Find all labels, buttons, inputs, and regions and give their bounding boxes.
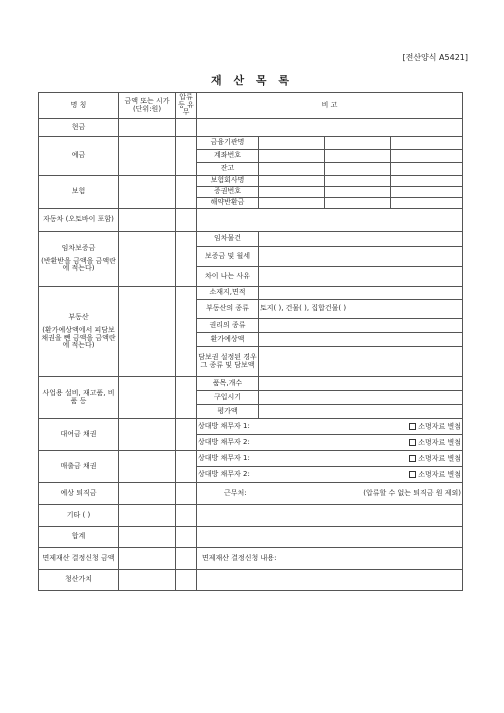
insurance-company-cell-3[interactable] [391,176,463,187]
insurance-company-label: 보험회사명 [197,176,259,187]
insurance-refund-label: 해약반환금 [197,198,259,209]
deposit-bank-cell-3[interactable] [391,137,463,150]
severance-label: 예상 퇴직금 [39,483,119,505]
loan-claims-debtor-1[interactable] [197,419,463,435]
sales-claims-row-1 [39,451,463,467]
liquidation-amount-cell[interactable] [119,570,176,591]
insurance-company-cell-1[interactable] [259,176,325,187]
sales-claims-debtor-1-label: 상대방 채무자 1: [198,453,250,462]
lease-seizure-cell[interactable] [176,232,197,287]
sales-claims-label: 매출금 채권 [39,451,119,483]
severance-note: (압류할 수 없는 퇴직금 원 제외) [363,488,461,497]
deposit-amount-cell[interactable] [119,137,176,176]
realestate-type-label: 부동산의 종류 [197,300,259,319]
loan-claims-row-1 [39,419,463,435]
exempt-content-label: 면제재산 결정신청 내용: [202,553,277,562]
loan-claims-debtor-2[interactable] [197,435,463,451]
lease-object-cell[interactable] [259,232,463,247]
liquidation-row [39,570,463,591]
other-seizure-cell[interactable] [176,505,197,527]
equipment-purchase-cell[interactable] [259,391,463,405]
cash-label: 현금 [39,119,119,137]
sales-claims-debtor-1[interactable] [197,451,463,467]
lease-deposit-cell[interactable] [259,247,463,267]
lease-deposit-label: 보증금 및 월세 [197,247,259,267]
insurance-company-cell-2[interactable] [325,176,391,187]
sales-claims-amount-cell[interactable] [119,451,176,483]
realestate-amount-cell[interactable] [119,287,176,377]
car-row [39,209,463,232]
realestate-estimate-cell[interactable] [259,333,463,347]
realestate-location-cell[interactable] [259,287,463,300]
equipment-items-label: 품목,개수 [197,377,259,391]
total-seizure-cell[interactable] [176,527,197,548]
loan-claims-attach-1[interactable]: 소명자료 별첨 [409,423,461,431]
deposit-account-cell-2[interactable] [325,150,391,163]
liquidation-remarks-cell[interactable] [197,570,463,591]
insurance-seizure-cell[interactable] [176,176,197,209]
lease-reason-cell[interactable] [259,267,463,287]
cash-row [39,119,463,137]
realestate-type-options[interactable]: 토지( ), 건물( ), 집합건물( ) [259,300,463,319]
realestate-label-note: (환가예상액에서 피담보채권을 뺀 금액을 금액란에 적는다) [41,326,116,349]
loan-claims-seizure-cell[interactable] [176,419,197,451]
header-seizure: 압류등 유무 [176,93,197,119]
lease-label-title: 임차보증금 [61,244,96,253]
checkbox-icon[interactable] [409,423,416,430]
car-remarks-cell[interactable] [197,209,463,232]
liquidation-label: 청산가치 [39,570,119,591]
exempt-row [39,548,463,570]
severance-seizure-cell[interactable] [176,483,197,505]
total-label: 합계 [39,527,119,548]
sales-claims-debtor-2[interactable] [197,467,463,483]
total-remarks-cell[interactable] [197,527,463,548]
form-code: [전산양식 A5421] [402,53,468,62]
deposit-bank-cell-2[interactable] [325,137,391,150]
cash-amount-cell[interactable] [119,119,176,137]
equipment-label: 사업용 설비, 재고품, 비품 등 [39,377,119,419]
realestate-collateral-cell[interactable] [259,347,463,377]
realestate-collateral-label: 담보권 설정된 경우 그 종류 및 담보액 [197,347,259,377]
loan-claims-label: 대여금 채권 [39,419,119,451]
checkbox-icon[interactable] [409,471,416,478]
lease-row-1 [39,232,463,247]
insurance-policy-label: 증권번호 [197,187,259,198]
realestate-right-cell[interactable] [259,319,463,333]
other-amount-cell[interactable] [119,505,176,527]
deposit-account-label: 계좌번호 [197,150,259,163]
exempt-content[interactable] [197,548,463,570]
realestate-seizure-cell[interactable] [176,287,197,377]
deposit-bank-cell-1[interactable] [259,137,325,150]
severance-remarks[interactable] [197,483,463,505]
loan-claims-debtor-2-label: 상대방 채무자 2: [198,437,250,446]
realestate-label [39,287,119,377]
equipment-value-cell[interactable] [259,405,463,419]
lease-object-label: 임차물건 [197,232,259,247]
sales-claims-attach-1[interactable]: 소명자료 별첨 [409,455,461,463]
insurance-amount-cell[interactable] [119,176,176,209]
total-row [39,527,463,548]
deposit-balance-cell-2[interactable] [325,163,391,176]
lease-label [39,232,119,287]
car-amount-cell[interactable] [119,209,176,232]
insurance-refund-cell-2[interactable] [325,198,391,209]
other-row [39,505,463,527]
equipment-seizure-cell[interactable] [176,377,197,419]
deposit-row-1 [39,137,463,150]
other-label: 기타 ( ) [39,505,119,527]
car-seizure-cell[interactable] [176,209,197,232]
deposit-account-cell-1[interactable] [259,150,325,163]
lease-reason-label: 차이 나는 사유 [197,267,259,287]
loan-claims-amount-cell[interactable] [119,419,176,451]
deposit-bank-label: 금융기관명 [197,137,259,150]
checkbox-icon[interactable] [409,455,416,462]
exempt-seizure-cell[interactable] [176,548,197,570]
lease-amount-cell[interactable] [119,232,176,287]
severance-workplace-label: 근무처: [224,488,247,497]
deposit-balance-cell-1[interactable] [259,163,325,176]
exempt-amount-cell[interactable] [119,548,176,570]
other-remarks-cell[interactable] [197,505,463,527]
insurance-policy-cell-3[interactable] [391,187,463,198]
sales-claims-seizure-cell[interactable] [176,451,197,483]
equipment-items-cell[interactable] [259,377,463,391]
deposit-seizure-cell[interactable] [176,137,197,176]
sales-claims-attach-2[interactable]: 소명자료 별첨 [409,471,461,479]
insurance-label: 보험 [39,176,119,209]
table-header-row [39,93,463,119]
deposit-balance-cell-3[interactable] [391,163,463,176]
equipment-amount-cell[interactable] [119,377,176,419]
insurance-row-1 [39,176,463,187]
liquidation-seizure-cell[interactable] [176,570,197,591]
equipment-purchase-label: 구입시기 [197,391,259,405]
insurance-policy-cell-1[interactable] [259,187,325,198]
realestate-estimate-label: 환가예상액 [197,333,259,347]
header-name: 명 칭 [39,93,119,119]
insurance-policy-cell-2[interactable] [325,187,391,198]
severance-row [39,483,463,505]
checkbox-icon[interactable] [409,439,416,446]
realestate-right-label: 권리의 종류 [197,319,259,333]
realestate-location-label: 소재지,면적 [197,287,259,300]
header-amount: 금액 또는 시가(단위:원) [119,93,176,119]
insurance-refund-cell-3[interactable] [391,198,463,209]
deposit-label: 예금 [39,137,119,176]
car-label: 자동차 (오토바이 포함) [39,209,119,232]
exempt-label: 면제재산 결정신청 금액 [39,548,119,570]
cash-remarks-cell[interactable] [197,119,463,137]
header-remarks: 비 고 [197,93,463,119]
insurance-refund-cell-1[interactable] [259,198,325,209]
loan-claims-attach-2[interactable]: 소명자료 별첨 [409,439,461,447]
deposit-account-cell-3[interactable] [391,150,463,163]
total-amount-cell[interactable] [119,527,176,548]
equipment-value-label: 평가액 [197,405,259,419]
cash-seizure-cell[interactable] [176,119,197,137]
sales-claims-debtor-2-label: 상대방 채무자 2: [198,469,250,478]
form-title: 재 산 목 록 [211,74,293,87]
deposit-balance-label: 잔고 [197,163,259,176]
realestate-row-1 [39,287,463,300]
asset-list-table [38,92,463,591]
severance-amount-cell[interactable] [119,483,176,505]
equipment-row-1 [39,377,463,391]
realestate-label-title: 부동산 [68,312,89,321]
lease-label-note: (반환받을 금액을 금액란에 적는다) [41,256,116,273]
loan-claims-debtor-1-label: 상대방 채무자 1: [198,421,250,430]
